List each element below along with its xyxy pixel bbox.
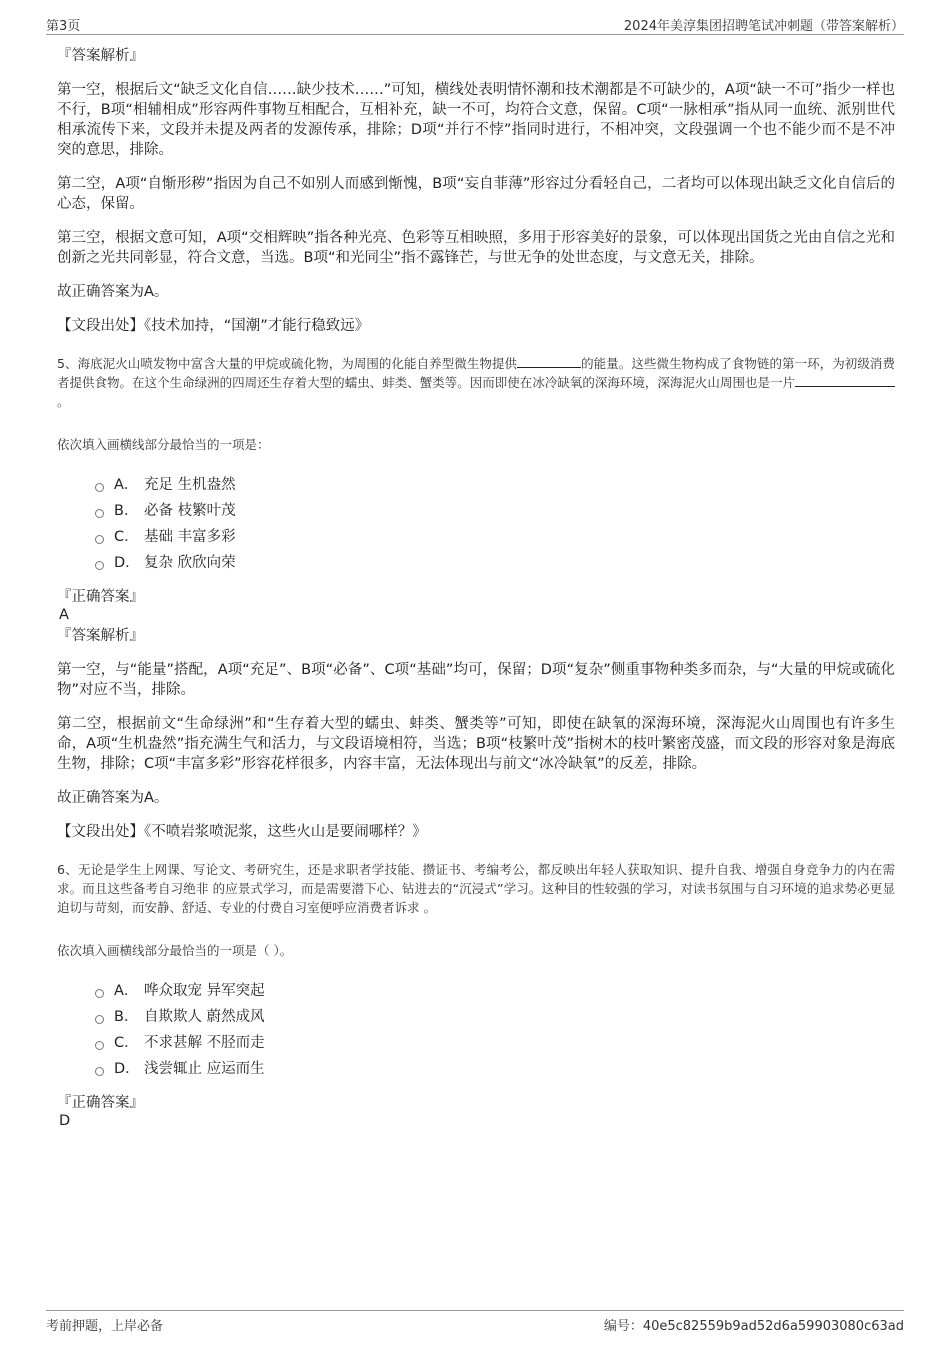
footer-slogan: 考前押题，上岸必备 [46,1319,164,1334]
analysis-paragraph: 第二空，根据前文“生命绿洲”和“生存着大型的蠕虫、蚌类、蟹类等”可知，即使在缺氧的深海环境，深海泥火山周围也有许多生命，A项“生机盎然”指充满生气和活力，与文段语境相符，当选；B项“枝繁叶茂”指树木的枝叶繁密茂盛，而文段的形容对象是海底生物，排除；C项“丰富多彩”形容花样很多，内容丰富，无法体现出与前文“冰冷缺氧”的反差，排除。 [57,716,895,772]
analysis-paragraph: 第二空，A项“自惭形秽”指因为自己不如别人而感到惭愧，B项“妄自菲薄”形容过分看轻自己，二者均可以体现出缺乏文化自信后的心态，保留。 [57,176,895,212]
question-5-text: 5、海底泥火山喷发物中富含大量的甲烷或硫化物，为周围的化能自养型微生物提供 的能量。这些微生物构成了食物链的第一环，为初级消费者提供食物。在这个生命绿洲的四周还生存着大型的蠕虫、蚌类、蟹类等。因而即使在冰冷缺氧的深海环境，深海泥火山周围也是一片。 [57,356,895,409]
radio-icon[interactable] [95,1041,104,1050]
radio-icon[interactable] [95,509,104,518]
radio-icon[interactable] [95,1015,104,1024]
correct-answer-value: A [59,607,69,623]
passage-source: 【文段出处】《技术加持，“国潮”才能行稳致远》 [57,318,370,334]
option-a[interactable]: A． 充足 生机盎然 [95,472,895,498]
option-b[interactable]: B． 自欺欺人 蔚然成风 [95,1004,895,1030]
radio-icon[interactable] [95,561,104,570]
option-a[interactable]: A． 哗众取宠 异军突起 [95,978,895,1004]
radio-icon[interactable] [95,1067,104,1076]
analysis-paragraph: 第一空，根据后文“缺乏文化自信……缺少技术……”可知，横线处表明情怀潮和技术潮都是不可缺少的，A项“缺一不可”指少一样也不行，B项“相辅相成”形容两件事物互相配合，互相补充，缺一不可，均符合文意，保留。C项“一脉相承”指从同一血统、派别世代相承流传下来，文段并未提及两者的发源传承，排除；D项“并行不悖”指同时进行，不相冲突，文段强调一个也不能少而不是不冲突的意思，排除。 [57,82,895,158]
correct-answer-label: 『正确答案』 [57,1095,144,1111]
analysis-label: 『答案解析』 [57,48,144,64]
document-body [57,46,895,1132]
analysis-paragraph: 第一空，与“能量”搭配，A项“充足”、B项“必备”、C项“基础”均可，保留；D项“复杂”侧重事物种类多而杂，与“大量的甲烷或硫化物”对应不当，排除。 [57,662,895,698]
fill-blank [517,355,581,368]
question-5-instruction: 依次填入画横线部分最恰当的一项是： [57,437,270,452]
page-number: 第3页 [46,19,81,34]
document-id: 编号：40e5c82559b9ad52d6a59903080c63ad [603,1319,904,1334]
option-c[interactable]: C． 基础 丰富多彩 [95,524,895,550]
question-6-options [95,978,895,1082]
page-header [46,12,904,35]
option-c[interactable]: C． 不求甚解 不胫而走 [95,1030,895,1056]
analysis-label: 『答案解析』 [57,628,144,644]
question-6-text: 6、无论是学生上网课、写论文、考研究生，还是求职者学技能、攒证书、考编考公，都反映出年轻人获取知识、提升自我、增强自身竞争力的内在需求。而且这些备考自习绝非 的应景式学习，而是需要潜下心、钻进去的“沉浸式”学习。这种目的性较强的学习，对读书氛围与自习环境的追求势必更显迫切与苛刻，而安静、舒适、专业的付费自习室便呼应消费者诉求 。 [57,862,895,915]
page-footer [46,1310,904,1341]
correct-answer-statement: 故正确答案为A。 [57,790,169,806]
analysis-paragraph: 第三空，根据文意可知，A项“交相辉映”指各种光亮、色彩等互相映照，多用于形容美好的景象，可以体现出国货之光由自信之光和创新之光共同彰显，符合文意，当选。B项“和光同尘”指不露锋芒，与世无争的处世态度，与文意无关，排除。 [57,230,895,266]
question-6-instruction: 依次填入画横线部分最恰当的一项是（ ）。 [57,943,293,958]
fill-blank [795,374,895,387]
option-d[interactable]: D． 复杂 欣欣向荣 [95,550,895,576]
radio-icon[interactable] [95,989,104,998]
radio-icon[interactable] [95,483,104,492]
radio-icon[interactable] [95,535,104,544]
correct-answer-value: D [59,1113,71,1129]
document-title: 2024年美淳集团招聘笔试冲刺题（带答案解析） [623,19,904,34]
question-5-options [95,472,895,576]
passage-source: 【文段出处】《不喷岩浆喷泥浆，这些火山是要闹哪样？》 [57,824,427,840]
option-d[interactable]: D． 浅尝辄止 应运而生 [95,1056,895,1082]
correct-answer-label: 『正确答案』 [57,589,144,605]
option-b[interactable]: B． 必备 枝繁叶茂 [95,498,895,524]
correct-answer-statement: 故正确答案为A。 [57,284,169,300]
